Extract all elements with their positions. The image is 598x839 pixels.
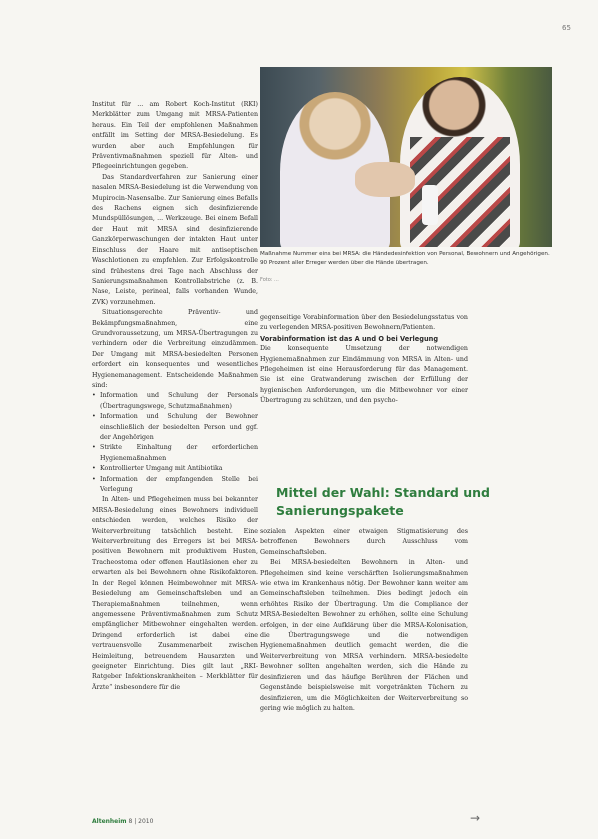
left-paragraph-3: Situationsgerechte Präventiv- und Bekämpfungsmaßnahmen, eine Grundvoraussetzung, um MRSA-Übertragungen zu verhindern oder die Verbreitung einzudämmen. Der Umgang mit MRSA-besiedelten Personen erfordert ein konsequentes und wesentliches Hygienemanagement. Entscheidende Maßnahmen sind:	[92, 309, 258, 389]
list-item: • Kontrollierter Umgang mit Antibiotika	[92, 464, 258, 474]
left-paragraph-1: Institut für ... am Robert Koch-Institut (RKI) Merkblätter zum Umgang mit MRSA-Patienten heraus. Ein Teil der empfohlenen Maßnahmen entfällt im Setting der MRSA-Besiedelung. Es wurden aber auch Empfehlungen für Präventivmaßnahmen speziell für Alten- und Pflegeeinrichtungen gegeben.	[92, 101, 258, 171]
list-item: • Information und Schulung der Personals (Übertragungswege, Schutzmaßnahmen)	[92, 391, 258, 412]
list-item: • Information der empfangenden Stelle bei Verlegung	[92, 475, 258, 496]
left-paragraph-4: In Alten- und Pflegeheimen muss bei bekannter MRSA-Besiedelung eines Bewohners individuell entschieden werden, welches Risiko der Weiterverbreitung tatsächlich besteht. Eine Weiterverbreitung des Erregers ist bei MRSA-positiven Bewohnern mit produktivem Husten, Tracheostoma oder offenen Hautläsionen eher zu erwarten als bei Bewohnern ohne Risikofaktoren. In der Regel können Heimbewohner mit MRSA-Besiedelung am Gemeinschaftsleben und an Therapiemaßnahmen teilnehmen, wenn angemessene Präventivmaßnahmen zum Schutz empfänglicher Mitbewohner eingehalten werden. Dringend erforderlich ist dabei eine vertrauensvolle Zusammenarbeit zwischen Heimleitung, betreuendem Hausarzten und geeigneter Einrichtung. Dies gilt laut „RKI-Ratgeber Infektionskrankheiten – Merkblätter für Ärzte“ insbesondere für die	[92, 496, 258, 691]
photo-credit: Foto: ...	[260, 277, 279, 283]
left-column	[92, 100, 258, 693]
right-paragraph-4: Bei MRSA-besiedelten Bewohnern in Alten- und Pflegeheimen sind keine verschärften Isolierungsmaßnahmen wie etwa im Krankenhaus nötig. Der Bewohner kann weiter am Gemeinschaftsleben teilnehmen. Dies bedingt jedoch ein erhöhtes Risiko der Übertragung. Um die Compliance der MRSA-Besiedelten Bewohner zu erhöhen, sollte eine Schulung erfolgen, in der eine Aufklärung über die MRSA-Kolonisation, die Übertragungswege und die notwendigen Hygienemaßnahmen deutlich gemacht werden, die die Weiterverbreitung von MRSA verhindern. MRSA-besiedelte Bewohner sollten angehalten werden, sich die Hände zu desinfizieren und das häufige Berühren der Flächen und Gegenstände beispielsweise mit vorgetränkten Tüchern zu desinfizieren, um die Möglichkeiten der Weiterverbreitung so gering wie möglich zu halten.	[260, 559, 468, 712]
issue-number: 8 | 2010	[128, 818, 154, 825]
page-number: 65	[562, 24, 571, 32]
section-heading: Mittel der Wahl: Standard und Sanierungspakete	[276, 485, 490, 518]
list-item: • Information und Schulung der Bewohner einschließlich der besiedelten Person und ggf. der Angehörigen	[92, 412, 258, 443]
list-item: • Strikte Einhaltung der erforderlichen Hygienemaßnahmen	[92, 443, 258, 464]
footer	[92, 818, 153, 825]
right-column-lower	[260, 527, 468, 714]
photo-caption: Maßnahme Nummer eins bei MRSA: die Händedesinfektion von Personal, Bewohnern und Angehörigen. 90 Prozent aller Erreger werden über die Hände übertragen.	[260, 251, 550, 266]
hands	[355, 162, 415, 197]
left-paragraph-2: Das Standardverfahren zur Sanierung einer nasalen MRSA-Besiedelung ist die Verwendung von Mupirocin-Nasensalbe. Zur Sanierung eines Befalls des Rachens eignen sich desinfizierende Mundspüllösungen, ... Werkzeuge. Bei einem Befall der Haut mit MRSA sind desinfizierende Ganzkörperwaschungen der intakten Haut unter Einschluss der Haare mit antiseptischen Waschlotionen zu empfehlen. Zur Erfolgskontrolle sind frühestens drei Tage nach Abschluss der Sanierungsmaßnahmen Kontrollabstriche (z. B. Nase, Leiste, perineal, falls vorhanden Wunde, ZVK) vorzunehmen.	[92, 173, 258, 306]
hand-disinfection-photo	[260, 67, 552, 247]
measures-list	[92, 391, 258, 495]
subheading: Vorabinformation ist das A und O bei Verlegung	[260, 334, 439, 343]
right-paragraph-1: gegenseitige Vorabinformation über den Besiedelungsstatus von zu verlegenden MRSA-positiven Bewohnern/Patienten.	[260, 314, 468, 332]
magazine-name: Altenheim	[92, 818, 127, 825]
right-paragraph-2: Die konsequente Umsetzung der notwendigen Hygienemaßnahmen zur Eindämmung von MRSA in Alten- und Pflegeheimen ist eine Herausforderung für das Management. Sie ist eine Gratwanderung zwischen der Erfüllung der hygienischen Anforderungen, um die Mitbewohner vor einer Übertragung zu schützen, und den psycho-	[260, 345, 468, 405]
disinfectant-bottle	[422, 185, 438, 225]
continue-arrow-icon: →	[470, 811, 481, 825]
right-column	[260, 313, 468, 407]
right-paragraph-3: sozialen Aspekten einer etwaigen Stigmatisierung des betroffenen Bewohners durch Ausschluss vom Gemeinschaftsleben.	[260, 528, 468, 556]
